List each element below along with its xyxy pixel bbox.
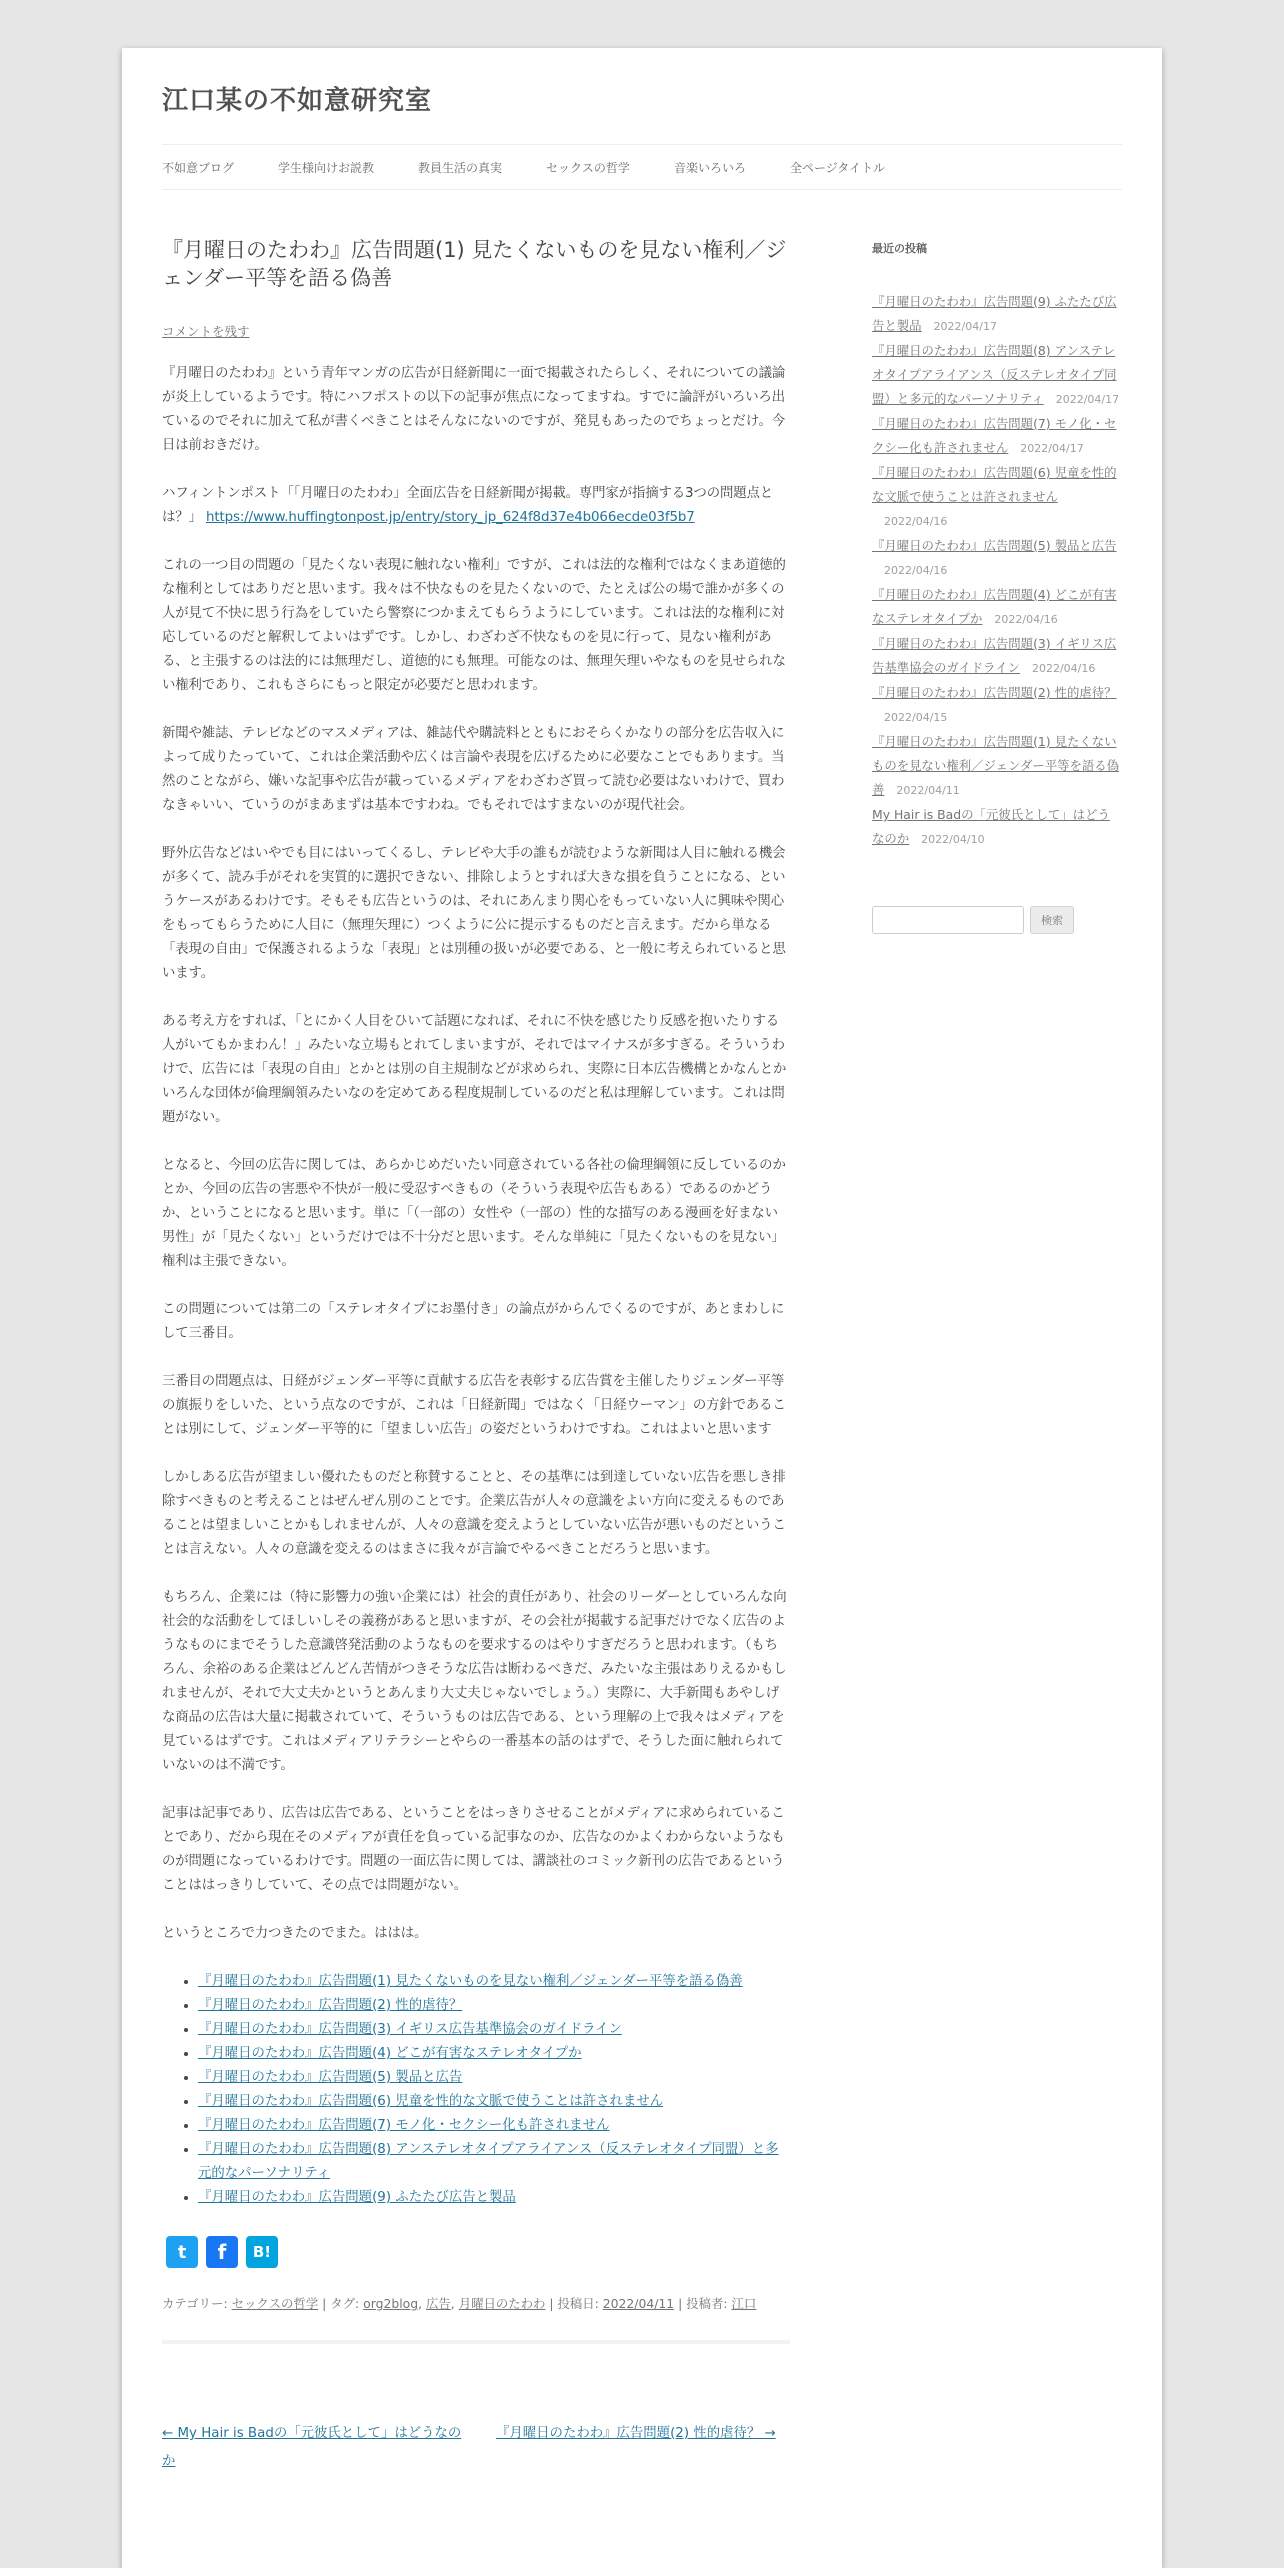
- previous-post-link[interactable]: ← My Hair is Badの「元彼氏として」はどうなのか: [162, 2426, 462, 2469]
- series-link[interactable]: 『月曜日のたわわ』広告問題(3) イギリス広告基準協会のガイドライン: [198, 2022, 622, 2037]
- list-item: [872, 583, 1122, 632]
- paragraph: 三番目の問題点は、日経がジェンダー平等に貢献する広告を表彰する広告賞を主催したりジェンダー平等の旗振りをしいた、という点なのですが、これは「日経新聞」ではなく「日経ウーマン」の方針であることは別にして、ジェンダー平等的に「望ましい広告」の姿だというわけですね。これはよいと思います: [162, 1374, 786, 1437]
- paragraph: 野外広告などはいやでも目にはいってくるし、テレビや大手の誰もが読むような新聞は人目に触れる機会が多くて、読み手がそれを実質的に選択できない、排除しようとすれば大きな損を負うことになる、というケースがあるわけです。そもそも広告というのは、それにあんまり関心をもっていない人に興味や関心をもってもらうために人目に（無理矢理に）つくように公に提示するものだと言えます。だから単なる「表現の自由」で保護されるような「表現」とは別種の扱いが必要である、と一般に考えられていると思います。: [162, 846, 786, 981]
- post-date: 2022/04/11: [896, 784, 960, 797]
- series-link[interactable]: 『月曜日のたわわ』広告問題(1) 見たくないものを見ない権利／ジェンダー平等を語る偽善: [198, 1974, 743, 1989]
- paragraph: ある考え方をすれば、「とにかく人目をひいて話題になれば、それに不快を感じたり反感を抱いたりする人がいてもかまわん！」みたいな立場もとれてしまいますが、それではマイナスが多すぎる。そういうわけで、広告には「表現の自由」とかとは別の自主規制などが求められ、実際に日本広告機構とかなんとかいろんな団体が倫理綱領みたいなのを定めてある程度規制しているのだと私は理解しています。これは問題がない。: [162, 1014, 787, 1125]
- post-date: 2022/04/16: [994, 613, 1058, 626]
- series-link[interactable]: 『月曜日のたわわ』広告問題(8) アンステレオタイプアライアンス（反ステレオタイプ同盟）と多元的なパーソナリティ: [198, 2142, 779, 2181]
- paragraph-text: ハフィントンポスト「「月曜日のたわわ」全面広告を日経新聞が掲載。専門家が指摘する3つの問題点とは？」: [162, 486, 774, 525]
- recent-post-link[interactable]: 『月曜日のたわわ』広告問題(9) ふたたび広告と製品: [872, 294, 1117, 333]
- recent-post-link[interactable]: 『月曜日のたわわ』広告問題(2) 性的虐待？: [872, 685, 1117, 700]
- recent-post-link[interactable]: 『月曜日のたわわ』広告問題(7) モノ化・セクシー化も許されません: [872, 416, 1117, 455]
- share-buttons: [166, 2236, 790, 2268]
- paragraph: 記事は記事であり、広告は広告である、ということをはっきりさせることがメディアに求められていることであり、だから現在そのメディアが責任を負っている記事なのか、広告なのかよくわからないようなものが問題になっているわけです。問題の一面広告に関しては、講談社のコミック新刊の広告であるということははっきりしていて、その点では問題がない。: [162, 1806, 785, 1893]
- tag-link[interactable]: 広告: [426, 2296, 451, 2311]
- list-item: [198, 2138, 790, 2186]
- paragraph: もちろん、企業には（特に影響力の強い企業には）社会的責任があり、社会のリーダーとしていろんな向社会的な活動をしてほしいしその義務があると思いますが、その会社が掲載する記事だけでなく広告のようなものにまでそうした意識啓発活動のようなものを要求するのはやりすぎだろうと思われます。（もちろん、余裕のある企業はどんどん苦情がつきそうな広告は断わるべきだ、みたいな主張はありえるかもしれませんが、それで大丈夫かというとあんまり大丈夫じゃないでしょう。）実際に、大手新聞もあやしげな商品の広告は大量に掲載されていて、そういうものは広告である、という理解の上で我々はメディアを見ているはずです。これはメディアリテラシーとやらの一番基本の話のはずで、そうした面に触れられていないのは不満です。: [162, 1590, 787, 1773]
- meta-label: カテゴリー:: [162, 2296, 232, 2311]
- list-item: [872, 339, 1122, 412]
- list-item: [198, 2114, 790, 2138]
- list-item: [872, 632, 1122, 681]
- list-item: [198, 2186, 790, 2210]
- paragraph: この問題については第二の「ステレオタイプにお墨付き」の論点がからんでくるのですが、あとまわしにして三番目。: [162, 1302, 785, 1341]
- list-item: [872, 730, 1122, 803]
- nav-item-music[interactable]: 音楽いろいろ: [673, 160, 746, 175]
- series-link[interactable]: 『月曜日のたわわ』広告問題(2) 性的虐待？: [198, 1998, 463, 2013]
- nav-item-all-pages[interactable]: 全ページタイトル: [789, 160, 885, 175]
- post-date: 2022/04/17: [933, 320, 997, 333]
- series-link[interactable]: 『月曜日のたわわ』広告問題(5) 製品と広告: [198, 2070, 463, 2085]
- paragraph: これの一つ目の問題の「見たくない表現に触れない権利」ですが、これは法的な権利ではなくまあ道徳的な権利としてはありだと思います。我々は不快なものを見たくないので、たとえば公の場で誰かが多くの人が見て不快に思う行為をしていたら警察につかまえてもらうようにしています。これは法的な権利に対応しているのだと解釈してよいはずです。しかし、わざわざ不快なものを見に行って、見ない権利がある、と主張するのは法的には無理だし、道徳的にも無理。可能なのは、無理矢理いやなものを見せられない権利であり、これもさらにもっと限定が必要だと思われます。: [162, 558, 786, 693]
- post-date: 2022/04/17: [1055, 393, 1120, 406]
- list-item: [198, 2090, 790, 2114]
- nav-item-blog[interactable]: 不如意ブログ: [162, 160, 235, 175]
- post-date: 2022/04/16: [1031, 662, 1096, 675]
- recent-posts-title: 最近の投稿: [872, 242, 927, 255]
- recent-post-link[interactable]: My Hair is Badの「元彼氏として」はどうなのか: [872, 807, 1110, 846]
- list-item: [872, 412, 1122, 461]
- list-item: [872, 290, 1122, 339]
- recent-post-link[interactable]: 『月曜日のたわわ』広告問題(4) どこが有害なステレオタイプか: [872, 587, 1117, 626]
- category-link[interactable]: セックスの哲学: [231, 2296, 319, 2311]
- post-date-link[interactable]: 2022/04/11: [602, 2296, 675, 2311]
- hatena-bookmark-icon[interactable]: B!: [246, 2236, 278, 2268]
- series-link-list: [162, 1970, 790, 2210]
- paragraph: 『月曜日のたわわ』という青年マンガの広告が日経新聞に一面で掲載されたらしく、それについての議論が炎上しているようです。特にハフポストの以下の記事が焦点になってますね。すでに論評がいろいろ出ているのでそれに加えて私が書くべきことはそんなにないのですが、発見もあったのでちょっとだけ。今日は前おきだけ。: [162, 366, 786, 453]
- paragraph: というところで力つきたのでまた。ははは。: [162, 1926, 428, 1941]
- meta-label: | 投稿日:: [545, 2296, 603, 2311]
- list-item: [198, 2042, 790, 2066]
- series-link[interactable]: 『月曜日のたわわ』広告問題(7) モノ化・セクシー化も許されません: [198, 2118, 610, 2133]
- list-item: [198, 2066, 790, 2090]
- recent-post-link[interactable]: 『月曜日のたわわ』広告問題(3) イギリス広告基準協会のガイドライン: [872, 636, 1117, 675]
- post-title: 『月曜日のたわわ』広告問題(1) 見たくないものを見ない権利／ジェンダー平等を語る偽善: [162, 238, 787, 290]
- recent-post-link[interactable]: 『月曜日のたわわ』広告問題(6) 児童を性的な文脈で使うことは許されません: [872, 465, 1117, 504]
- facebook-icon[interactable]: f: [206, 2236, 238, 2268]
- list-item: [198, 2018, 790, 2042]
- list-item: [872, 803, 1122, 852]
- paragraph: [162, 482, 790, 530]
- comment-link[interactable]: コメントを残す: [162, 324, 250, 339]
- recent-post-link[interactable]: 『月曜日のたわわ』広告問題(1) 見たくないものを見ない権利／ジェンダー平等を語る偽善: [872, 734, 1120, 797]
- post-date: 2022/04/15: [884, 711, 948, 724]
- entry-meta: カテゴリー: セックスの哲学 | タグ: org2blog, 広告, 月曜日のたわわ | 投稿日: 2022/04/11 | 投稿者: 江口: [162, 2296, 757, 2311]
- twitter-icon[interactable]: t: [166, 2236, 198, 2268]
- list-item: [872, 461, 1122, 534]
- list-item: [198, 1994, 790, 2018]
- divider: [162, 2340, 790, 2344]
- paragraph: しかしある広告が望ましい優れたものだと称賛することと、その基準には到達していない広告を悪しき排除すべきものと考えることはぜんぜん別のことです。企業広告が人々の意識をよい方向に変えるものであることは望ましいことかもしれませんが、人々の意識を変えようとしていない広告が悪いものだということは言えない。人々の意識を変えるのはまさに我々が言論でやるべきことだろうと思います。: [162, 1470, 786, 1557]
- post-content: [162, 236, 790, 2469]
- next-post-link[interactable]: 『月曜日のたわわ』広告問題(2) 性的虐待？ →: [496, 2426, 776, 2441]
- series-link[interactable]: 『月曜日のたわわ』広告問題(4) どこが有害なステレオタイプか: [198, 2046, 582, 2061]
- paragraph: 新聞や雑誌、テレビなどのマスメディアは、雑誌代や購読料とともにおそらくかなりの部分を広告収入によって成りたっていて、これは企業活動や広くは言論や表現を広げるために必要なことでもあります。当然のことながら、嫌いな記事や広告が載っているメディアをわざわざ買って読む必要はないわけで、買わなきゃいい、ていうのがまあまずは基本ですわね。でもそれではすまないのが現代社会。: [162, 726, 785, 813]
- list-item: [198, 1970, 790, 1994]
- series-link[interactable]: 『月曜日のたわわ』広告問題(9) ふたたび広告と製品: [198, 2190, 516, 2205]
- site-title[interactable]: 江口某の不如意研究室: [162, 86, 433, 116]
- post-date: 2022/04/10: [921, 833, 985, 846]
- search-input[interactable]: [872, 906, 1024, 934]
- main-nav: [162, 144, 1122, 190]
- recent-post-link[interactable]: 『月曜日のたわわ』広告問題(8) アンステレオタイプアライアンス（反ステレオタイプ同盟）と多元的なパーソナリティ: [872, 343, 1117, 406]
- search-form: [872, 906, 1122, 934]
- search-button[interactable]: 検索: [1030, 906, 1074, 934]
- tag-link[interactable]: org2blog: [363, 2296, 419, 2311]
- post-date: 2022/04/16: [884, 564, 948, 577]
- tag-link[interactable]: 月曜日のたわわ: [458, 2296, 546, 2311]
- post-date: 2022/04/16: [884, 515, 948, 528]
- recent-post-link[interactable]: 『月曜日のたわわ』広告問題(5) 製品と広告: [872, 538, 1117, 553]
- meta-label: | 投稿者:: [674, 2296, 732, 2311]
- nav-item-teacher-life[interactable]: 教員生活の真実: [418, 160, 503, 175]
- list-item: [872, 534, 1122, 583]
- list-item: [872, 681, 1122, 730]
- nav-item-philosophy[interactable]: セックスの哲学: [546, 160, 630, 175]
- author-link[interactable]: 江口: [731, 2296, 757, 2311]
- page-container: [122, 48, 1162, 2568]
- huffpost-link[interactable]: https://www.huffingtonpost.jp/entry/story_jp_624f8d37e4b066ecde03f5b7: [205, 510, 695, 525]
- paragraph: となると、今回の広告に関しては、あらかじめだいたい同意されている各社の倫理綱領に反しているのかとか、今回の広告の害悪や不快が一般に受忍すべきもの（そういう表現や広告もある）であるのかどうか、ということになると思います。単に「（一部の）女性や（一部の）性的な描写のある漫画を好まない男性」が「見たくない」というだけでは不十分だと思います。そんな単純に「見たくないものを見ない」権利は主張できない。: [162, 1158, 786, 1269]
- series-link[interactable]: 『月曜日のたわわ』広告問題(6) 児童を性的な文脈で使うことは許されません: [198, 2094, 664, 2109]
- post-date: 2022/04/17: [1020, 442, 1084, 455]
- sidebar: [872, 240, 1122, 934]
- meta-label: | タグ:: [318, 2296, 364, 2311]
- nav-item-students[interactable]: 学生様向けお説教: [278, 160, 375, 175]
- recent-posts-list: [872, 290, 1122, 852]
